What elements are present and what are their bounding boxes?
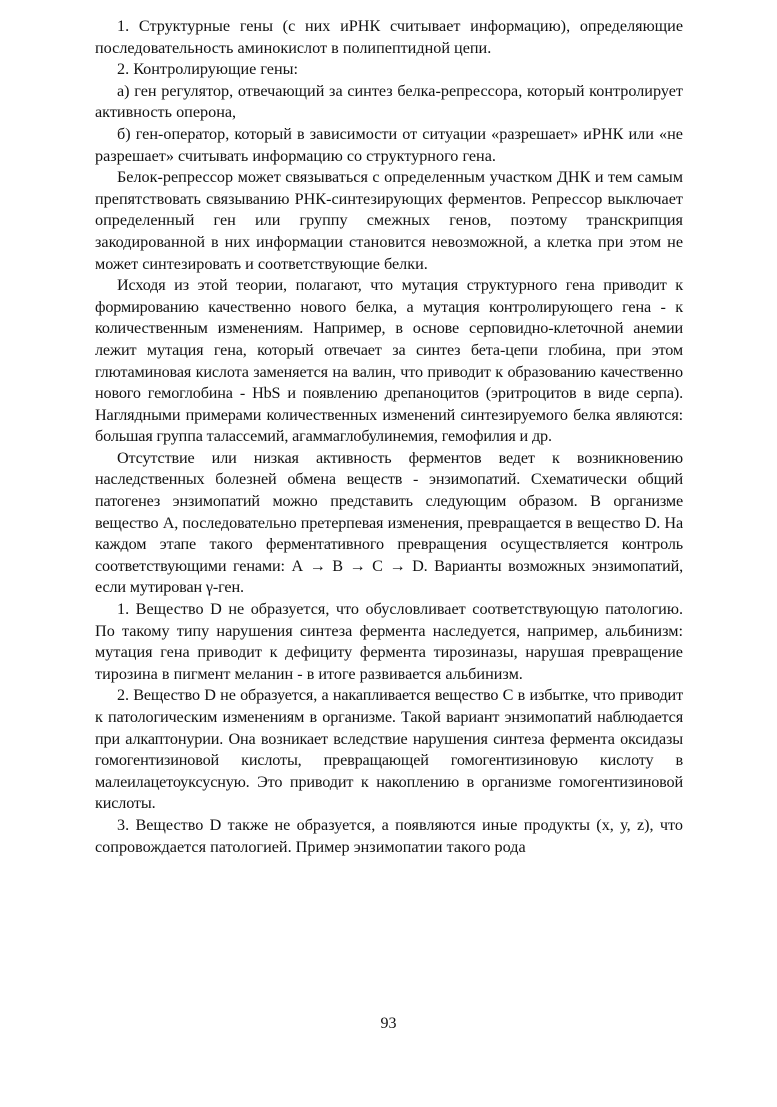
page-number: 93: [380, 1015, 397, 1032]
paragraph-regulator-gene: а) ген регулятор, отвечающий за синтез белка-репрессора, который контролирует активность оперона,: [95, 81, 683, 122]
paragraph-repressor-protein: Белок-репрессор может связываться с определенным участком ДНК и тем самым препятствовать связыванию РНК-синтезирующих ферментов. Репрессор выключает определенный ген или группу смежных генов, поэтому транскрипция закодированной в них информации становится невозможной, а клетка при этом не может синтезировать и соответствующие белки.: [95, 168, 683, 273]
paragraph-structural-genes: 1. Структурные гены (с них иРНК считывает информацию), определяющие последовательность аминокислот в полипептидной цепи.: [95, 17, 683, 57]
body-text: [95, 16, 683, 858]
paragraph-variant-1: 1. Вещество D не образуется, что обусловливает соответствующую патологию. По такому типу нарушения синтеза фермента наследуется, например, альбинизм: мутация гена приводит к дефициту фермента тирозиназы, нарушая превращение тирозина в пигмент меланин - в итоге развивается альбинизм.: [95, 600, 683, 683]
paragraph-variant-2: 2. Вещество D не образуется, а накапливается вещество С в избытке, что приводит к патологическим изменениям в организме. Такой вариант энзимопатий наблюдается при алкаптонурии. Она возникает вследствие нарушения синтеза фермента оксидазы гомогентизиновой кислоты, превращающей гомогентизиновую кислоту в малеилацетоуксусную. Это приводит к накоплению в организме гомогентизиновой кислоты.: [95, 686, 683, 813]
paragraph-mutation-theory: Исходя из этой теории, полагают, что мутация структурного гена приводит к формированию качественно нового белка, а мутация контролирующего гена - к количественным изменениям. Например, в основе серповидно-клеточной анемии лежит мутация гена, который отвечает за синтез бета-цепи глобина, при этом глютаминовая кислота заменяется на валин, что приводит к образованию качественно нового гемоглобина - HbS и появлению дрепаноцитов (эритроцитов в виде серпа). Наглядными примерами количественных изменений синтезируемого белка являются: большая группа талассемий, агаммаглобулинемия, гемофилия и др.: [95, 276, 683, 446]
paragraph-variant-3: 3. Вещество D также не образуется, а появляются иные продукты (х, у, z), что сопровождается патологией. Пример энзимопатии такого рода: [95, 815, 683, 856]
paragraph-operator-gene: б) ген-оператор, который в зависимости от ситуации «разрешает» иРНК или «не разрешает» считывать информацию со структурного гена.: [95, 124, 683, 165]
paragraph-control-genes: 2. Контролирующие гены:: [117, 60, 298, 79]
paragraph-enzymopathies: Отсутствие или низкая активность ферментов ведет к возникновению наследственных болезней обмена веществ - энзимопатий. Схематически общий патогенез энзимопатий можно представить следующим образом. В организме вещество А, последовательно претерпевая изменения, превращается в вещество D. На каждом этапе такого ферментативного превращения осуществляется контроль соответствующими генами: А → В → С → D. Варианты возможных энзимопатий, если мутирован γ-ген.: [95, 448, 683, 597]
